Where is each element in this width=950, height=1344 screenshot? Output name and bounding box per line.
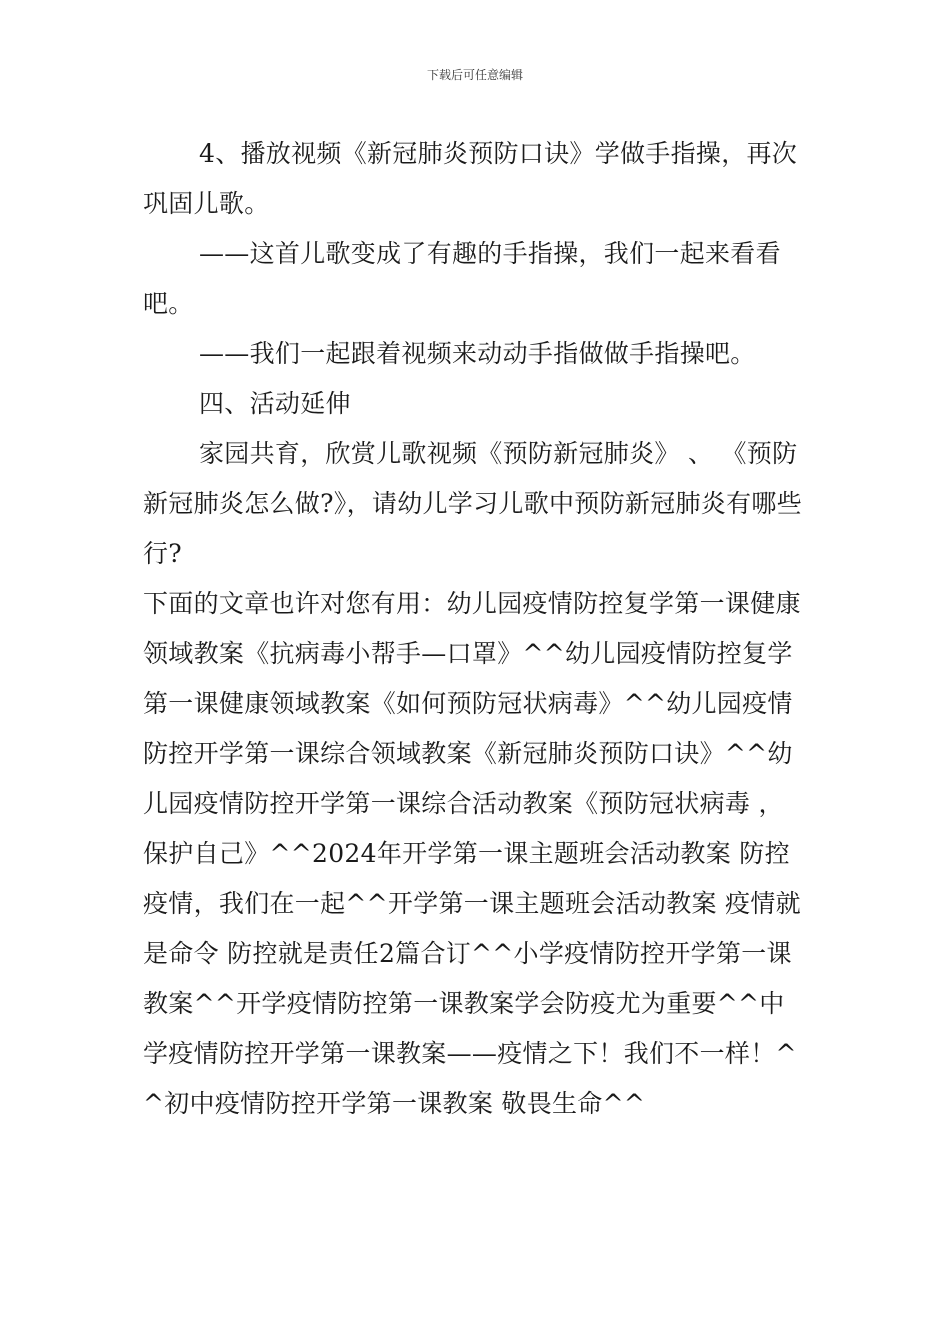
paragraph-step-4: 4、播放视频《新冠肺炎预防口诀》学做手指操，再次巩固儿歌。 <box>143 139 798 218</box>
document-body <box>143 129 809 1129</box>
paragraph-dialogue-2: ——我们一起跟着视频来动动手指做做手指操吧。 <box>199 339 756 368</box>
section-heading-activity-extension: 四、活动延伸 <box>199 389 351 418</box>
page-header-note: 下载后可任意编辑 <box>426 68 523 82</box>
paragraph-dialogue-1: ——这首儿歌变成了有趣的手指操，我们一起来看看吧。 <box>143 239 781 318</box>
paragraph-home-school: 家园共育，欣赏儿歌视频《预防新冠肺炎》 、 《预防新冠肺炎怎么做?》，请幼儿学习儿歌中预防新冠肺炎有哪些行? <box>143 439 803 568</box>
related-articles-text: 下面的文章也许对您有用：幼儿园疫情防控复学第一课健康领域教案《抗病毒小帮手—口罩》^^幼儿园疫情防控复学第一课健康领域教案《如何预防冠状病毒》^^幼儿园疫情防控开学第一课综合领域教案《新冠肺炎预防口诀》^^幼儿园疫情防控开学第一课综合活动教案《预防冠状病毒 ，保护自己》^^2024年开学第一课主题班会活动教案 防控疫情，我们在一起^^开学第一课主题班会活动教案 疫情就是命令 防控就是责任2篇合订^^小学疫情防控开学第一课教案^^开学疫情防控第一课教案学会防疫尤为重要^^中学疫情防控开学第一课教案——疫情之下！我们不一样！^^初中疫情防控开学第一课教案 敬畏生命^^ <box>143 589 801 1118</box>
